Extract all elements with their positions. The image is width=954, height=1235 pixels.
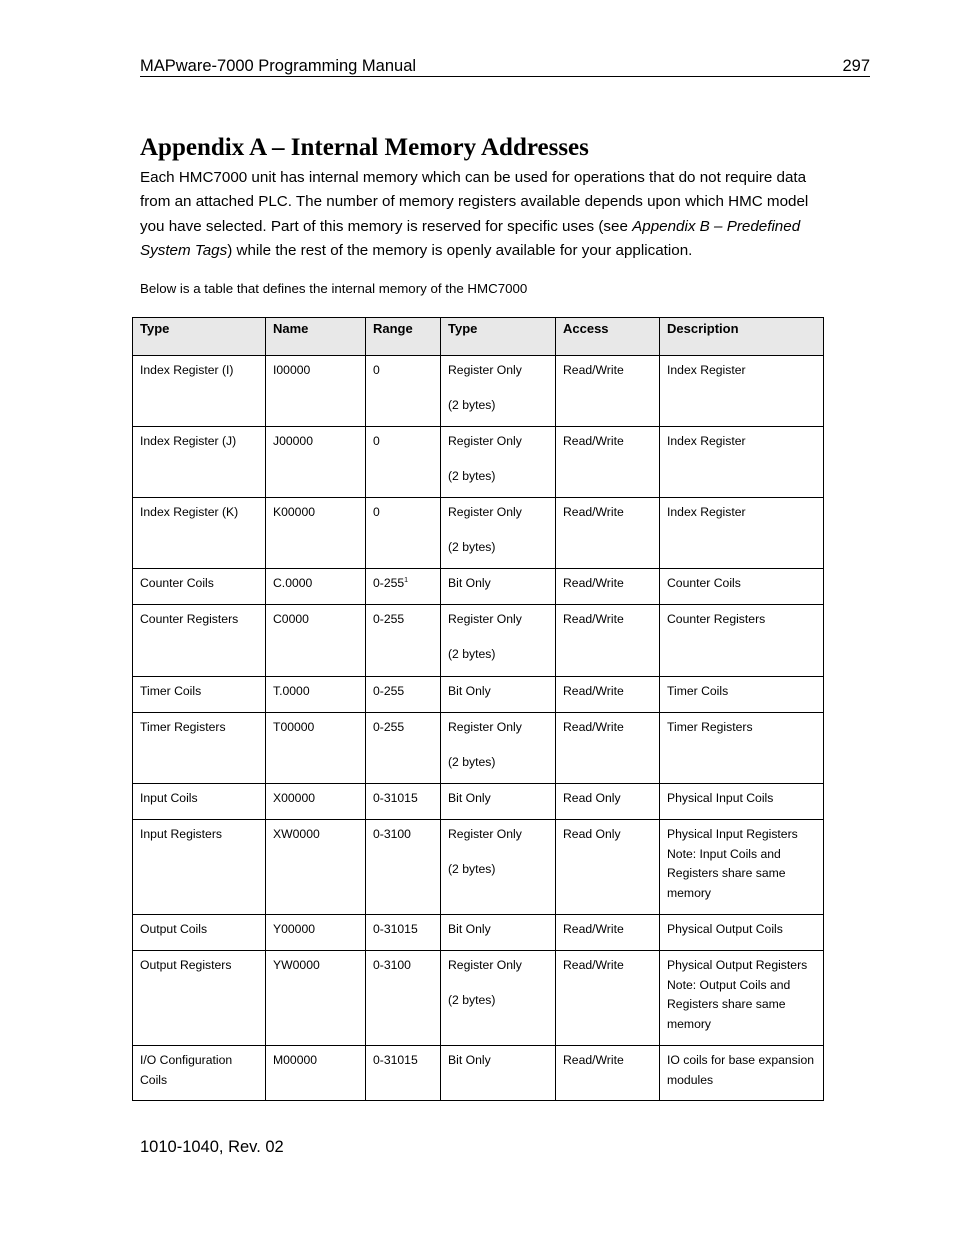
table-row xyxy=(133,784,824,820)
address-name: T00000 xyxy=(273,720,315,734)
cell-data-type xyxy=(441,1046,556,1101)
table-row xyxy=(133,356,824,427)
memory-type: Input Registers xyxy=(140,827,222,841)
cell-name xyxy=(266,427,366,498)
access-mode: Read/Write xyxy=(563,576,624,590)
cell-access xyxy=(556,1046,660,1101)
access-mode: Read/Write xyxy=(563,363,624,377)
cell-type xyxy=(133,713,266,784)
table-row xyxy=(133,820,824,915)
description-text: Index Register xyxy=(667,505,746,519)
address-range: 0-255 xyxy=(373,576,405,590)
cell-range xyxy=(366,951,441,1046)
description-text: Counter Coils xyxy=(667,576,741,590)
description-text: Physical Output Registers Note: Output Coils and Registers share same memory xyxy=(667,958,808,1032)
cell-data-type xyxy=(441,784,556,820)
cell-description xyxy=(660,677,824,713)
description-text: Counter Registers xyxy=(667,612,766,626)
cell-access xyxy=(556,915,660,951)
memory-type: Output Coils xyxy=(140,922,208,936)
cell-data-type xyxy=(441,677,556,713)
column-header-name: Name xyxy=(266,318,366,356)
address-name: T.0000 xyxy=(273,684,310,698)
cell-description xyxy=(660,356,824,427)
intro-text-1: Each HMC7000 unit has internal memory which can be used for operations that do not require data from an attached PLC. The number of memory registers available depends upon which HMC model you have selected. Part of this memory is reserved for specific uses (see xyxy=(140,169,809,235)
memory-type: I/O Configuration Coils xyxy=(140,1053,233,1087)
column-header-description: Description xyxy=(660,318,824,356)
cell-data-type xyxy=(441,713,556,784)
cell-data-type xyxy=(441,951,556,1046)
data-type: Register Only xyxy=(448,720,522,734)
cell-data-type xyxy=(441,605,556,677)
cell-range xyxy=(366,356,441,427)
cell-description xyxy=(660,427,824,498)
address-range: 0-3100 xyxy=(373,827,411,841)
table-header-row xyxy=(133,318,824,356)
data-type: Register Only xyxy=(448,505,522,519)
table-row xyxy=(133,915,824,951)
data-type: Bit Only xyxy=(448,684,491,698)
cell-type xyxy=(133,498,266,569)
cell-type xyxy=(133,677,266,713)
access-mode: Read/Write xyxy=(563,1053,624,1067)
table-caption: Below is a table that defines the internal memory of the HMC7000 xyxy=(140,281,528,296)
cell-access xyxy=(556,677,660,713)
table-row xyxy=(133,677,824,713)
cell-range xyxy=(366,498,441,569)
cell-description xyxy=(660,713,824,784)
table-row xyxy=(133,951,824,1046)
access-mode: Read/Write xyxy=(563,958,624,972)
access-mode: Read/Write xyxy=(563,434,624,448)
address-name: C0000 xyxy=(273,612,309,626)
cell-access xyxy=(556,951,660,1046)
address-range: 0-31015 xyxy=(373,791,418,805)
memory-table xyxy=(132,317,824,1101)
cell-type xyxy=(133,569,266,605)
data-size: (2 bytes) xyxy=(448,861,496,876)
column-header-access: Access xyxy=(556,318,660,356)
cell-description xyxy=(660,498,824,569)
data-type: Register Only xyxy=(448,827,522,841)
cell-description xyxy=(660,951,824,1046)
access-mode: Read Only xyxy=(563,791,621,805)
data-size: (2 bytes) xyxy=(448,754,496,769)
table-row xyxy=(133,498,824,569)
cell-range xyxy=(366,784,441,820)
data-type: Bit Only xyxy=(448,922,491,936)
address-name: I00000 xyxy=(273,363,311,377)
address-range: 0-31015 xyxy=(373,1053,418,1067)
cell-range xyxy=(366,605,441,677)
table-body xyxy=(133,356,824,1101)
data-type: Register Only xyxy=(448,958,522,972)
column-header-range: Range xyxy=(366,318,441,356)
table-row xyxy=(133,569,824,605)
access-mode: Read Only xyxy=(563,827,621,841)
cell-type xyxy=(133,915,266,951)
address-name: J00000 xyxy=(273,434,313,448)
memory-type: Input Coils xyxy=(140,791,198,805)
cell-range xyxy=(366,1046,441,1101)
description-text: Timer Coils xyxy=(667,684,729,698)
memory-type: Output Registers xyxy=(140,958,232,972)
cell-access xyxy=(556,605,660,677)
document-revision: 1010-1040, Rev. 02 xyxy=(140,1138,284,1156)
description-text: Physical Input Coils xyxy=(667,791,774,805)
cell-data-type xyxy=(441,915,556,951)
cell-type xyxy=(133,605,266,677)
memory-type: Index Register (K) xyxy=(140,505,239,519)
address-range: 0-31015 xyxy=(373,922,418,936)
access-mode: Read/Write xyxy=(563,612,624,626)
column-header-type: Type xyxy=(133,318,266,356)
access-mode: Read/Write xyxy=(563,922,624,936)
cell-access xyxy=(556,569,660,605)
page-header xyxy=(140,56,870,77)
cell-data-type xyxy=(441,427,556,498)
cell-data-type xyxy=(441,820,556,915)
cell-type xyxy=(133,951,266,1046)
cell-description xyxy=(660,1046,824,1101)
cell-access xyxy=(556,713,660,784)
table-row xyxy=(133,713,824,784)
memory-type: Timer Coils xyxy=(140,684,202,698)
cell-range xyxy=(366,427,441,498)
address-range: 0 xyxy=(373,434,380,448)
cell-range xyxy=(366,915,441,951)
table-row xyxy=(133,427,824,498)
memory-type: Index Register (J) xyxy=(140,434,237,448)
description-text: Physical Input Registers Note: Input Coils and Registers share same memory xyxy=(667,827,798,901)
page-number: 297 xyxy=(842,57,870,75)
cell-description xyxy=(660,605,824,677)
data-size: (2 bytes) xyxy=(448,539,496,554)
cell-name xyxy=(266,820,366,915)
description-text: Index Register xyxy=(667,434,746,448)
description-text: Timer Registers xyxy=(667,720,753,734)
cell-name xyxy=(266,356,366,427)
memory-type: Timer Registers xyxy=(140,720,226,734)
address-range: 0-255 xyxy=(373,684,405,698)
intro-paragraph xyxy=(140,166,830,263)
cell-name xyxy=(266,951,366,1046)
cell-range xyxy=(366,820,441,915)
cell-data-type xyxy=(441,498,556,569)
access-mode: Read/Write xyxy=(563,720,624,734)
cell-range xyxy=(366,569,441,605)
cell-range xyxy=(366,677,441,713)
data-size: (2 bytes) xyxy=(448,397,496,412)
data-size: (2 bytes) xyxy=(448,992,496,1007)
cell-access xyxy=(556,356,660,427)
address-range: 0-255 xyxy=(373,720,405,734)
address-range: 0 xyxy=(373,505,380,519)
address-name: K00000 xyxy=(273,505,316,519)
cell-name xyxy=(266,605,366,677)
address-range: 0-3100 xyxy=(373,958,411,972)
description-text: Index Register xyxy=(667,363,746,377)
cell-description xyxy=(660,784,824,820)
cell-description xyxy=(660,569,824,605)
memory-type: Counter Coils xyxy=(140,576,214,590)
data-size: (2 bytes) xyxy=(448,468,496,483)
address-name: M00000 xyxy=(273,1053,318,1067)
description-text: IO coils for base expansion modules xyxy=(667,1053,815,1087)
cell-name xyxy=(266,1046,366,1101)
cell-name xyxy=(266,498,366,569)
cell-access xyxy=(556,784,660,820)
column-header-data-type: Type xyxy=(441,318,556,356)
table-row xyxy=(133,605,824,677)
intro-text-2: ) while the rest of the memory is openly available for your application. xyxy=(227,241,693,259)
cell-name xyxy=(266,569,366,605)
address-range: 0 xyxy=(373,363,380,377)
address-name: Y00000 xyxy=(273,922,316,936)
cell-name xyxy=(266,784,366,820)
table-row xyxy=(133,1046,824,1101)
intro-appendix-reference: Appendix B – Predefined System Tags xyxy=(140,217,801,259)
access-mode: Read/Write xyxy=(563,505,624,519)
page-title: Appendix A – Internal Memory Addresses xyxy=(140,134,589,161)
cell-type xyxy=(133,427,266,498)
address-name: YW0000 xyxy=(273,958,320,972)
cell-type xyxy=(133,784,266,820)
data-type: Bit Only xyxy=(448,1053,491,1067)
memory-type: Index Register (I) xyxy=(140,363,234,377)
cell-description xyxy=(660,820,824,915)
data-size: (2 bytes) xyxy=(448,646,496,661)
cell-type xyxy=(133,356,266,427)
memory-type: Counter Registers xyxy=(140,612,239,626)
data-type: Bit Only xyxy=(448,791,491,805)
cell-name xyxy=(266,677,366,713)
cell-name xyxy=(266,915,366,951)
cell-type xyxy=(133,1046,266,1101)
data-type: Register Only xyxy=(448,612,522,626)
data-type: Register Only xyxy=(448,363,522,377)
access-mode: Read/Write xyxy=(563,684,624,698)
data-type: Bit Only xyxy=(448,576,491,590)
cell-access xyxy=(556,498,660,569)
cell-type xyxy=(133,820,266,915)
address-name: C.0000 xyxy=(273,576,313,590)
manual-title: MAPware-7000 Programming Manual xyxy=(140,57,417,75)
data-type: Register Only xyxy=(448,434,522,448)
cell-data-type xyxy=(441,569,556,605)
footnote-marker: 1 xyxy=(404,576,409,584)
cell-description xyxy=(660,915,824,951)
description-text: Physical Output Coils xyxy=(667,922,783,936)
cell-access xyxy=(556,820,660,915)
cell-name xyxy=(266,713,366,784)
address-range: 0-255 xyxy=(373,612,405,626)
cell-access xyxy=(556,427,660,498)
cell-range xyxy=(366,713,441,784)
address-name: XW0000 xyxy=(273,827,320,841)
cell-data-type xyxy=(441,356,556,427)
address-name: X00000 xyxy=(273,791,316,805)
